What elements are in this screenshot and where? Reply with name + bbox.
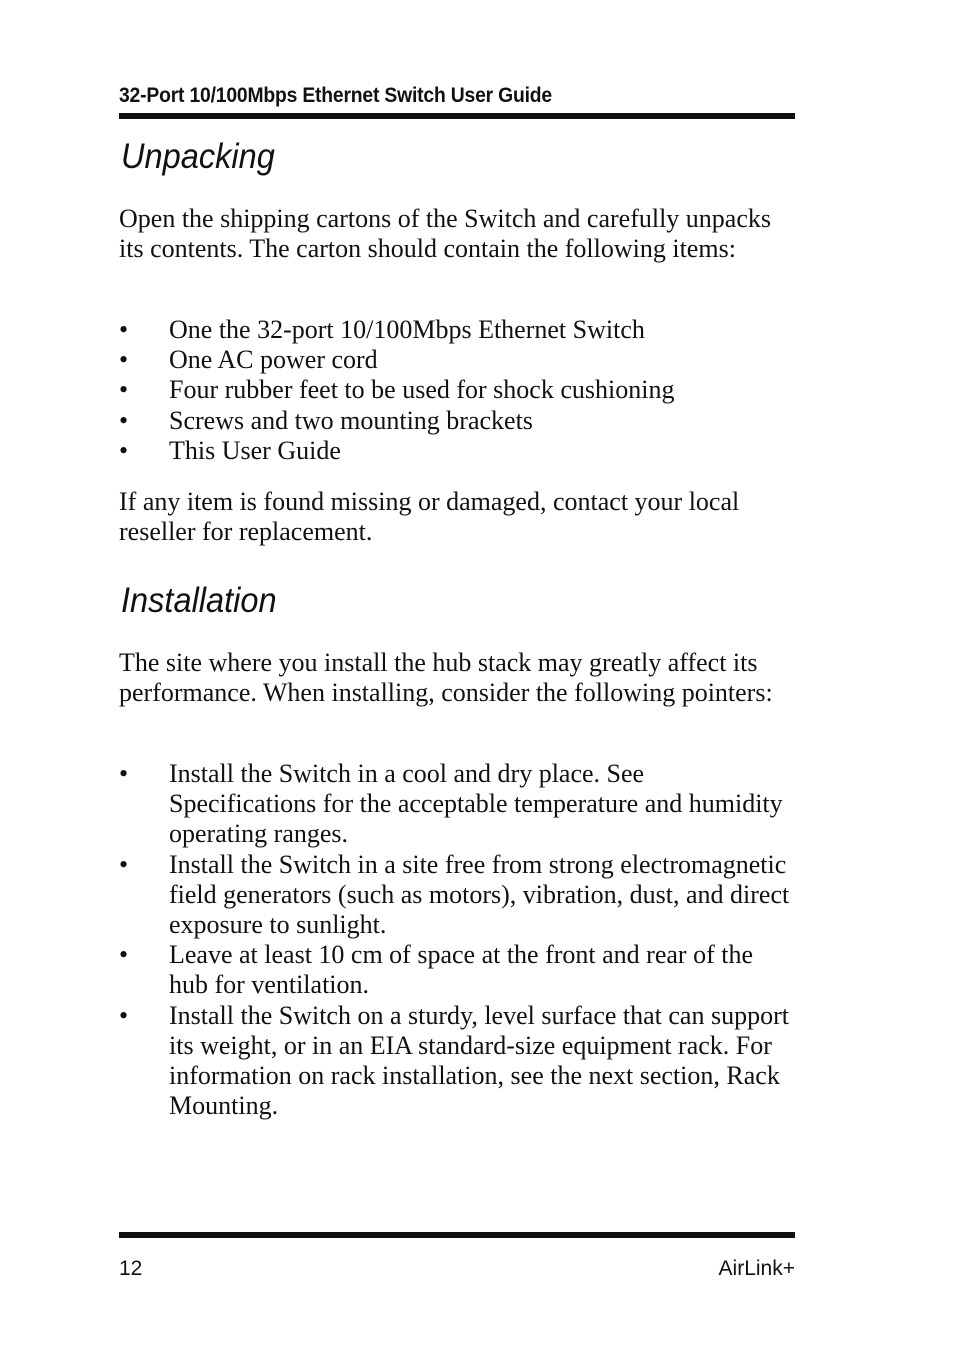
list-item bbox=[119, 850, 795, 941]
unpacking-intro: Open the shipping cartons of the Switch and carefully unpacks its contents. The carton should contain the following items: bbox=[119, 204, 771, 264]
bullet-icon: • bbox=[119, 1000, 129, 1030]
list-item-text: Four rubber feet to be used for shock cushioning bbox=[169, 375, 675, 405]
list-item bbox=[119, 375, 795, 405]
footer-rule bbox=[119, 1232, 795, 1238]
installation-intro: The site where you install the hub stack may greatly affect its performance. When installing, consider the following pointers: bbox=[119, 648, 773, 708]
list-item-text: Leave at least 10 cm of space at the front and rear of the hub for ventilation. bbox=[169, 940, 753, 1000]
header-rule bbox=[119, 113, 795, 119]
list-item-text: One the 32-port 10/100Mbps Ethernet Switch bbox=[169, 315, 645, 344]
running-header: 32-Port 10/100Mbps Ethernet Switch User Guide bbox=[119, 84, 552, 107]
list-item-text: Install the Switch on a sturdy, level surface that can support its weight, or in an EIA standard-size equipment rack. For information on rack installation, see the next section, Rack Mounting. bbox=[169, 1000, 789, 1121]
page-number: 12 bbox=[119, 1257, 143, 1280]
bullet-icon: • bbox=[119, 345, 129, 375]
bullet-icon: • bbox=[119, 849, 129, 879]
list-item bbox=[119, 759, 795, 850]
list-item-text: Screws and two mounting brackets bbox=[169, 405, 533, 435]
list-item bbox=[119, 1001, 795, 1122]
list-item bbox=[119, 315, 795, 345]
bullet-icon: • bbox=[119, 375, 129, 405]
brand-name: AirLink+ bbox=[718, 1257, 795, 1280]
list-item bbox=[119, 940, 795, 1000]
list-item-text: Install the Switch in a cool and dry place. See Specifications for the acceptable temperature and humidity operating ranges. bbox=[169, 759, 783, 849]
unpacking-list bbox=[119, 315, 795, 466]
bullet-icon: • bbox=[119, 315, 129, 344]
list-item-text: This User Guide bbox=[169, 435, 341, 465]
bullet-icon: • bbox=[119, 435, 129, 465]
list-item bbox=[119, 406, 795, 436]
section-heading-installation: Installation bbox=[121, 581, 277, 620]
list-item bbox=[119, 436, 795, 466]
section-heading-unpacking: Unpacking bbox=[121, 137, 275, 176]
list-item-text: One AC power cord bbox=[169, 345, 378, 375]
bullet-icon: • bbox=[119, 759, 129, 788]
bullet-icon: • bbox=[119, 940, 129, 970]
installation-list bbox=[119, 759, 795, 1121]
list-item bbox=[119, 345, 795, 375]
bullet-icon: • bbox=[119, 405, 129, 435]
list-item-text: Install the Switch in a site free from strong electromagnetic field generators (such as motors), vibration, dust, and direct exposure to sunlight. bbox=[169, 849, 790, 940]
unpacking-outro: If any item is found missing or damaged, contact your local reseller for replacement. bbox=[119, 487, 740, 547]
